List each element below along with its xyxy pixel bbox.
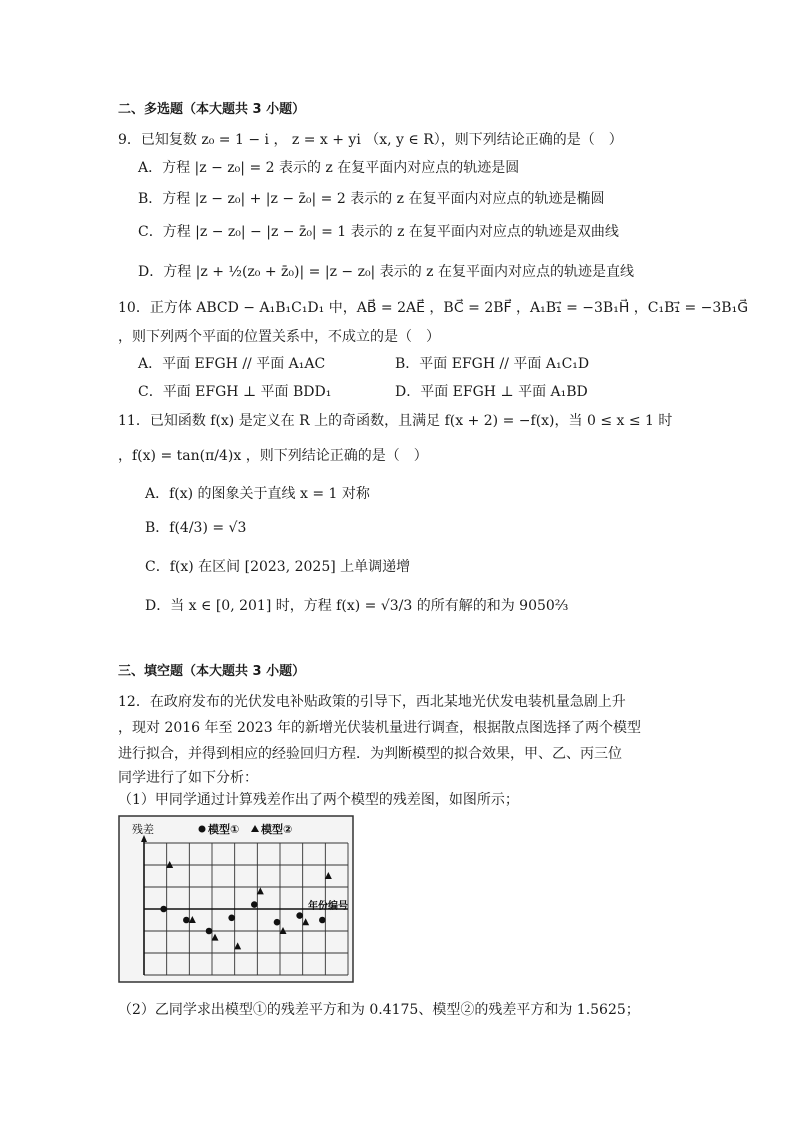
q10-option-a: A．平面 EFGH // 平面 A₁AC — [138, 356, 326, 372]
point-model-1 — [296, 912, 303, 919]
q11-option-c: C．f(x) 在区间 [2023, 2025] 上单调递增 — [145, 559, 411, 575]
q10-option-d: D．平面 EFGH ⊥ 平面 A₁BD — [395, 384, 588, 400]
legend-label-model-1: 模型① — [208, 823, 240, 836]
q9-option-d: D．方程 |z + ½(z₀ + z̄₀)| = |z − z₀| 表示的 z 在复平面内对应点的轨迹是直线 — [138, 264, 635, 280]
q9-option-c: C．方程 |z − z₀| − |z − z̄₀| = 1 表示的 z 在复平面内对应点的轨迹是双曲线 — [138, 224, 619, 240]
q12-paragraph-line-1: 12．在政府发布的光伏发电补贴政策的引导下，西北某地光伏发电装机量急剧上升 — [118, 694, 626, 710]
q12-paragraph-line-2: ，现对 2016 年至 2023 年的新增光伏装机量进行调查，根据散点图选择了两个模型 — [118, 720, 642, 736]
legend-marker-model-1 — [199, 826, 206, 833]
x-axis-label: 年份编号 — [308, 901, 348, 912]
q12-paragraph-line-4: 同学进行了如下分析： — [118, 770, 258, 786]
q11-option-a: A．f(x) 的图象关于直线 x = 1 对称 — [145, 486, 370, 502]
q10-stem-cont: ，则下列两个平面的位置关系中，不成立的是（ ） — [118, 329, 440, 345]
residual-plot-figure — [118, 815, 354, 983]
q12-sub-1: （1）甲同学通过计算残差作出了两个模型的残差图，如图所示； — [118, 792, 519, 808]
y-axis-label: 残差 — [132, 823, 154, 836]
point-model-1 — [251, 901, 258, 908]
q11-option-b: B．f(4/3) = √3 — [145, 520, 247, 536]
q10-stem: 10．正方体 ABCD − A₁B₁C₁D₁ 中，AB⃗ = 2AE⃗ ，BC⃗ = 2BF⃗ ，A₁B₁⃗ = −3B₁H⃗ ，C₁B₁⃗ = −3B₁G⃗ — [118, 300, 749, 316]
section-heading-fill-blank: 三、填空题（本大题共 3 小题） — [118, 664, 306, 679]
section-heading-multi-choice: 二、多选题（本大题共 3 小题） — [118, 102, 306, 117]
point-model-1 — [274, 919, 281, 926]
q12-sub-2: （2）乙同学求出模型①的残差平方和为 0.4175、模型②的残差平方和为 1.5625； — [118, 1002, 640, 1018]
q12-paragraph-line-3: 进行拟合，并得到相应的经验回归方程．为判断模型的拟合效果，甲、乙、丙三位 — [118, 746, 622, 762]
q11-stem: 11．已知函数 f(x) 是定义在 R 上的奇函数，且满足 f(x + 2) = −f(x)，当 0 ≤ x ≤ 1 时 — [118, 413, 673, 429]
point-model-1 — [183, 917, 190, 924]
q9-option-a: A．方程 |z − z₀| = 2 表示的 z 在复平面内对应点的轨迹是圆 — [138, 160, 520, 176]
point-model-1 — [228, 915, 235, 922]
q10-option-c: C．平面 EFGH ⊥ 平面 BDD₁ — [138, 384, 332, 400]
q10-option-b: B．平面 EFGH // 平面 A₁C₁D — [395, 356, 590, 372]
q11-option-d: D．当 x ∈ [0, 201] 时，方程 f(x) = √3/3 的所有解的和为 9050⅔ — [145, 598, 569, 614]
q9-stem: 9．已知复数 z₀ = 1 − i ， z = x + yi （x, y ∈ R），则下列结论正确的是（ ） — [118, 132, 623, 148]
figure-frame — [119, 816, 353, 982]
legend-label-model-2: 模型② — [261, 823, 293, 836]
point-model-1 — [319, 917, 326, 924]
q9-option-b: B．方程 |z − z₀| + |z − z̄₀| = 2 表示的 z 在复平面内对应点的轨迹是椭圆 — [138, 191, 605, 207]
point-model-1 — [206, 928, 213, 935]
q11-stem-cont: ，f(x) = tan(π/4)x ，则下列结论正确的是（ ） — [118, 448, 428, 464]
residual-plot — [118, 815, 354, 983]
point-model-1 — [160, 906, 167, 913]
